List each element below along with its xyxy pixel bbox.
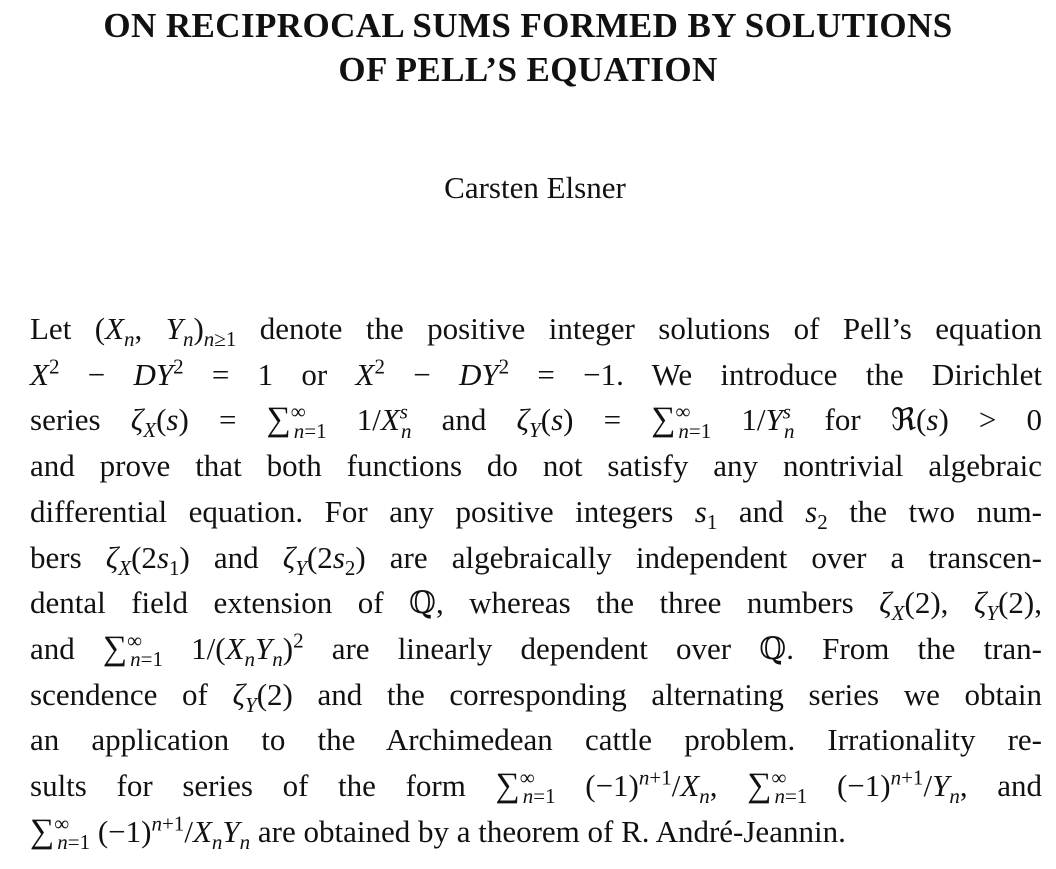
title-line-1: ON RECIPROCAL SUMS FORMED BY SOLUTIONS (103, 6, 953, 45)
title-line-2: OF PELL’S EQUATION (338, 50, 718, 89)
author-name: Carsten Elsner (444, 170, 626, 205)
abstract-line-5: differential equation. For any positive integers $s_1$ and $s_2$ the two num- (30, 493, 1042, 534)
abstract-line-3: series $\zeta_X(s) = \sum^\infty_{n=1}$ $1/X^s_n$ and $\zeta_Y(s) = \sum^\infty_{n=1}$ $1/Y^s_n$ for ℜ(s) > 0 (30, 400, 1042, 443)
abstract-line-9: scendence of $\zeta_Y(2)$ and the corresponding alternating series we obtain (30, 676, 1043, 717)
abstract-line-4: and prove that both functions do not satisfy any nontrivial algebraic (30, 448, 1042, 484)
abstract-line-1: Let ($X_n$, $Y_n)_{n\ge 1}$ denote the positive integer solutions of Pell’s equation (30, 311, 1043, 352)
paper-title (0, 4, 1056, 92)
abstract-line-11: sults for series of the form $\sum^\infty_{n=1}$ $(-1)^{n+1}/X_n$, $\sum^\infty_{n=1}$ $(-1)^{n+1}/Y_n$, and (30, 765, 1042, 809)
abstract-line-12: $\sum^\infty_{n=1}$ $(-1)^{n+1}/X_nY_n$ are obtained by a theorem of R. André-Jeannin. (30, 811, 846, 854)
abstract-line-8: and $\sum^\infty_{n=1}$ $1/(X_nY_n)^2$ are linearly dependent over ℚ. From the tran- (30, 628, 1042, 672)
abstract (30, 306, 1042, 854)
abstract-line-7: dental field extension of ℚ, whereas the three numbers $\zeta_X(2)$, $\zeta_Y(2)$, (30, 585, 1042, 626)
abstract-line-6: bers $\zeta_X(2s_1)$ and $\zeta_Y(2s_2)$ are algebraically independent over a transcen- (30, 539, 1042, 580)
abstract-line-10: an application to the Archimedean cattle problem. Irrationality re- (30, 722, 1042, 758)
abstract-line-2: $X^2 - DY^2 = 1$ or $X^2 - DY^2 = -1$. We introduce the Dirichlet (30, 354, 1043, 392)
